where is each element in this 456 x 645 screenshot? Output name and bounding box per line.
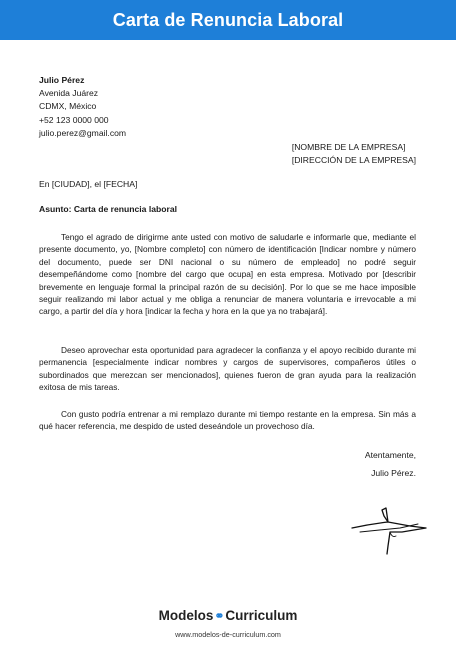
sender-address: Avenida Juárez: [39, 88, 99, 99]
logo-word-left: Modelos: [158, 608, 214, 623]
logo-word-right: Curriculum: [225, 608, 298, 623]
page-header-banner: [0, 0, 456, 40]
footer-logo: [0, 608, 456, 623]
handwritten-signature: [330, 488, 430, 558]
body-paragraph-2: Deseo aprovechar esta oportunidad para agradecer la confianza y el apoyo recibido durante mi permanencia [especialmente indicar nombres y cargos de supervisores, compañeros útiles o subordinados que merezcan ser mencionados], quienes fueron de gran ayuda para la realización exitosa de mis tareas.: [39, 345, 416, 393]
sender-phone: +52 123 0000 000: [39, 114, 109, 125]
body-paragraph-3: Con gusto podría entrenar a mi remplazo durante mi tiempo restante en la empresa. Sin más a qué hacer referencia, me despido de usted deseándole un provechoso día.: [39, 409, 416, 432]
sender-name: Julio Pérez: [39, 75, 85, 85]
signer-name: Julio Pérez.: [371, 468, 416, 478]
sender-block: [39, 74, 126, 140]
letter-title: Carta de Renuncia Laboral: [112, 9, 344, 30]
recipient-company: [NOMBRE DE LA EMPRESA]: [291, 142, 406, 152]
sender-city: CDMX, México: [39, 101, 97, 112]
closing-salutation: Atentamente,: [364, 450, 416, 460]
place-date: En [CIUDAD], el [FECHA]: [39, 179, 138, 189]
subject-line: Asunto: Carta de renuncia laboral: [39, 204, 178, 214]
footer-url: www.modelos-de-curriculum.com: [175, 630, 281, 639]
logo-link-icon: ⚭: [214, 609, 225, 623]
sender-email: julio.perez@gmail.com: [39, 127, 127, 138]
recipient-block: [292, 141, 416, 167]
recipient-address: [DIRECCIÓN DE LA EMPRESA]: [291, 155, 416, 166]
body-paragraph-1: Tengo el agrado de dirigirme ante usted con motivo de saludarle e informarle que, mediante el presente documento, yo, [Nombre completo] con número de identificación [Indicar nombre y número del documento, puede ser DNI nacional o su número de empleado] no podré seguir desempeñándome como [nombre del cargo que ocupa] en esta empresa. Motivado por [describir brevemente en lenguaje formal la principal razón de su decisión]. Por lo que se me hace imposible seguir realizando mi labor actual y me obliga a renunciar de manera voluntaria e irrevocable a mi cargo, a partir del día y hora [indicar la fecha y hora en la que ya no trabajará].: [39, 232, 416, 317]
